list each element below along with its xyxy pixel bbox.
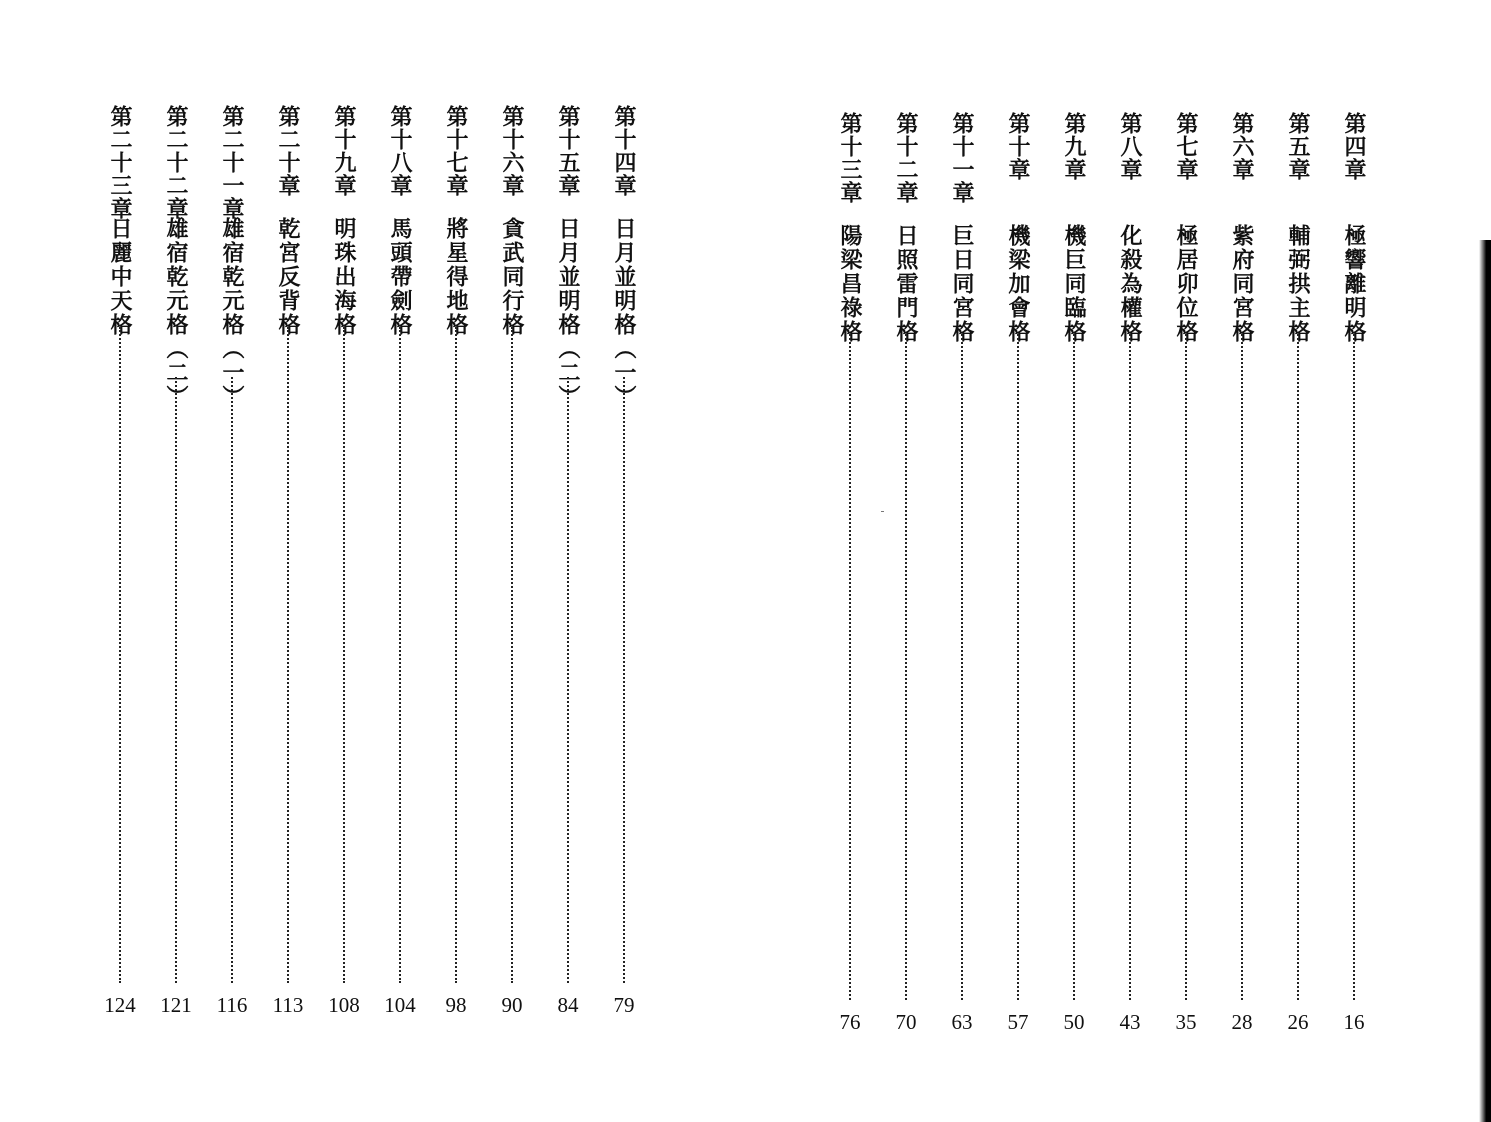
dot-leader	[961, 334, 963, 1000]
page-number: 28	[1231, 1010, 1253, 1034]
chapter-label: 第九章	[1061, 112, 1087, 181]
chapter-label: 第十八章	[387, 105, 413, 197]
chapter-label: 第四章	[1341, 112, 1367, 181]
dot-leader	[175, 377, 177, 983]
chapter-title: 機巨同臨格	[1061, 224, 1087, 344]
chapter-label: 第十四章	[611, 105, 637, 197]
toc-entry[interactable]	[100, 105, 140, 1025]
chapter-title: 化殺為權格	[1117, 224, 1143, 344]
page-number: 63	[951, 1010, 973, 1034]
dot-leader	[511, 327, 513, 983]
toc-entry[interactable]	[942, 112, 982, 1032]
chapter-label: 第十章	[1005, 112, 1031, 181]
dot-leader	[1129, 334, 1131, 1000]
dot-leader	[849, 334, 851, 1000]
page-number: 43	[1119, 1010, 1141, 1034]
chapter-title: 將星得地格	[443, 217, 469, 337]
toc-entry[interactable]	[212, 105, 252, 1025]
chapter-title: 機梁加會格	[1005, 224, 1031, 344]
page-number: 79	[613, 993, 635, 1017]
page-number: 98	[445, 993, 467, 1017]
chapter-title: 極居卯位格	[1173, 224, 1199, 344]
page-number: 108	[328, 993, 360, 1017]
chapter-label: 第五章	[1285, 112, 1311, 181]
dot-leader	[455, 327, 457, 983]
chapter-title: 陽梁昌祿格	[837, 224, 863, 344]
chapter-label: 第十九章	[331, 105, 357, 197]
dot-leader	[287, 327, 289, 983]
dot-leader	[1297, 334, 1299, 1000]
book-spine-shadow	[1479, 240, 1491, 1122]
toc-entry[interactable]	[604, 105, 644, 1025]
scan-speck	[881, 511, 884, 512]
dot-leader	[1017, 334, 1019, 1000]
dot-leader	[1241, 334, 1243, 1000]
toc-entry[interactable]	[492, 105, 532, 1025]
page-number: 50	[1063, 1010, 1085, 1034]
chapter-title: 紫府同宮格	[1229, 224, 1255, 344]
toc-entry[interactable]	[156, 105, 196, 1025]
chapter-label: 第十七章	[443, 105, 469, 197]
chapter-title: 日照雷門格	[893, 224, 919, 344]
chapter-label: 第二十二章	[163, 105, 189, 220]
toc-entry[interactable]	[886, 112, 926, 1032]
toc-entry[interactable]	[830, 112, 870, 1032]
left-page	[0, 0, 745, 1122]
chapter-label: 第十一章	[949, 112, 975, 204]
page-number: 121	[160, 993, 192, 1017]
page-number: 76	[839, 1010, 861, 1034]
dot-leader	[623, 377, 625, 983]
chapter-title: 馬頭帶劍格	[387, 217, 413, 337]
page-number: 35	[1175, 1010, 1197, 1034]
toc-entry[interactable]	[1222, 112, 1262, 1032]
dot-leader	[905, 334, 907, 1000]
dot-leader	[399, 327, 401, 983]
toc-entry[interactable]	[436, 105, 476, 1025]
page-number: 113	[272, 993, 304, 1017]
chapter-label: 第十六章	[499, 105, 525, 197]
toc-entry[interactable]	[1110, 112, 1150, 1032]
page-number: 90	[501, 993, 523, 1017]
toc-entry[interactable]	[1166, 112, 1206, 1032]
chapter-label: 第七章	[1173, 112, 1199, 181]
chapter-label: 第十三章	[837, 112, 863, 204]
chapter-title: 輔弼拱主格	[1285, 224, 1311, 344]
chapter-title: 日麗中天格	[107, 217, 133, 337]
dot-leader	[567, 377, 569, 983]
chapter-label: 第二十一章	[219, 105, 245, 220]
page-number: 16	[1343, 1010, 1365, 1034]
toc-entry[interactable]	[1334, 112, 1374, 1032]
page-number: 124	[104, 993, 136, 1017]
chapter-title: 貪武同行格	[499, 217, 525, 337]
chapter-title: 日月並明格（一）	[611, 217, 637, 409]
toc-entry[interactable]	[1278, 112, 1318, 1032]
dot-leader	[1185, 334, 1187, 1000]
toc-entry[interactable]	[380, 105, 420, 1025]
page-number: 84	[557, 993, 579, 1017]
toc-entry[interactable]	[1054, 112, 1094, 1032]
chapter-title: 乾宮反背格	[275, 217, 301, 337]
chapter-label: 第六章	[1229, 112, 1255, 181]
page-number: 70	[895, 1010, 917, 1034]
dot-leader	[343, 327, 345, 983]
chapter-label: 第二十三章	[107, 105, 133, 220]
page-number: 104	[384, 993, 416, 1017]
page-number: 26	[1287, 1010, 1309, 1034]
toc-entry[interactable]	[998, 112, 1038, 1032]
chapter-title: 日月並明格（二）	[555, 217, 581, 409]
toc-entry[interactable]	[324, 105, 364, 1025]
chapter-label: 第二十章	[275, 105, 301, 197]
right-page	[745, 0, 1491, 1122]
dot-leader	[119, 327, 121, 983]
dot-leader	[231, 377, 233, 983]
chapter-title: 巨日同宮格	[949, 224, 975, 344]
chapter-title: 明珠出海格	[331, 217, 357, 337]
chapter-label: 第八章	[1117, 112, 1143, 181]
chapter-title: 雄宿乾元格（二）	[163, 217, 189, 409]
toc-entry[interactable]	[548, 105, 588, 1025]
toc-entry[interactable]	[268, 105, 308, 1025]
page-number: 57	[1007, 1010, 1029, 1034]
chapter-title: 雄宿乾元格（一）	[219, 217, 245, 409]
chapter-title: 極響離明格	[1341, 224, 1367, 344]
chapter-label: 第十二章	[893, 112, 919, 204]
chapter-label: 第十五章	[555, 105, 581, 197]
page-number: 116	[216, 993, 248, 1017]
dot-leader	[1353, 334, 1355, 1000]
dot-leader	[1073, 334, 1075, 1000]
